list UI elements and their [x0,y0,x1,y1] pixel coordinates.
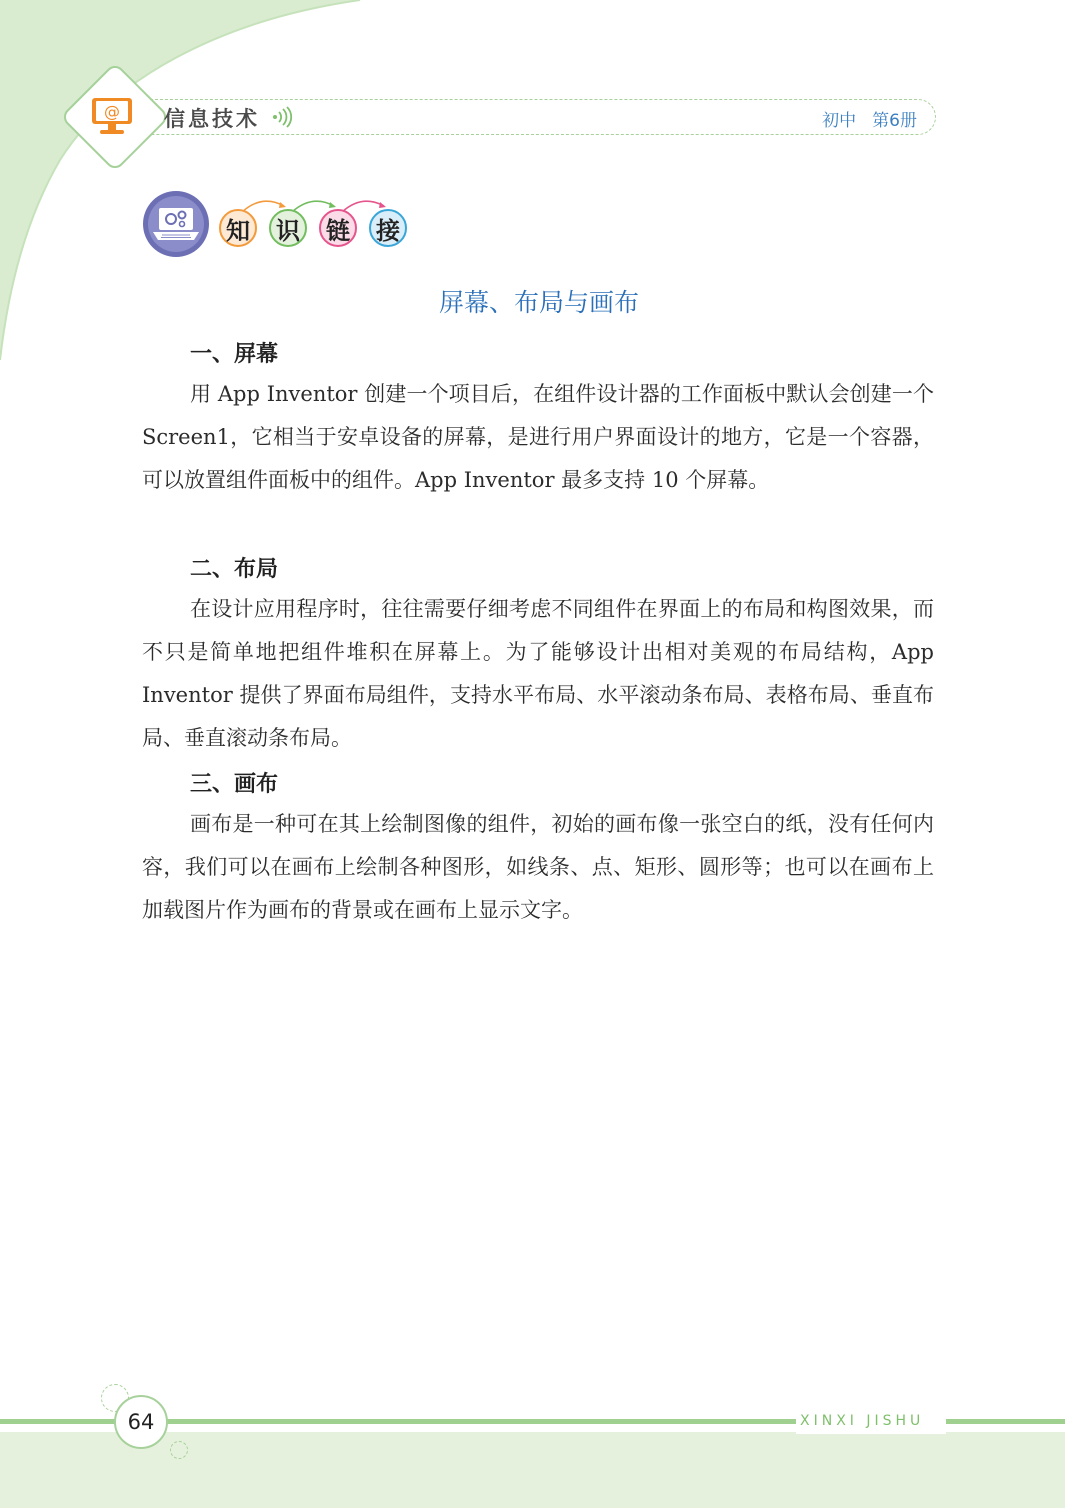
section-title: 屏幕、布局与画布 [438,288,639,317]
page-number: 64 [114,1395,168,1449]
header-volume: 第6册 [872,111,917,131]
laptop-gears-icon [142,190,210,258]
paragraph-screen: 用 App Inventor 创建一个项目后，在组件设计器的工作面板中默认会创建一个 Screen1，它相当于安卓设备的屏幕，是进行用户界面设计的地方，它是一个容器，可以放置组件面板中的组件。App Inventor 最多支持 10 个屏幕。 [142,382,934,492]
footer-band [0,1432,1065,1508]
svg-text:@: @ [104,102,120,121]
badge-char-zhi: 知 [219,209,257,247]
computer-email-icon [88,92,136,140]
badge-char-shi: 识 [269,209,307,247]
signal-waves-icon [272,106,294,128]
heading-canvas: 三、画布 [190,772,279,797]
heading-screen: 一、屏幕 [190,342,279,367]
paragraph-canvas: 画布是一种可在其上绘制图像的组件，初始的画布像一张空白的纸，没有任何内容，我们可以在画布上绘制各种图形，如线条、点、矩形、圆形等；也可以在画布上加载图片作为画布的背景或在画布上显示文字。 [142,812,934,922]
badge-char-lian: 链 [319,209,357,247]
header-grade: 初中 [822,111,857,131]
footer-dot-decor-small [170,1441,188,1459]
badge-char-jie: 接 [369,209,407,247]
header-title: 信息技术 [164,107,260,131]
footer-label: XINXI JISHU [800,1413,925,1429]
paragraph-layout: 在设计应用程序时，往往需要仔细考虑不同组件在界面上的布局和构图效果，而不只是简单地把组件堆积在屏幕上。为了能够设计出相对美观的布局结构，App Inventor 提供了界面布局组件，支持水平布局、水平滚动条布局、表格布局、垂直布局、垂直滚动条布局。 [142,597,934,750]
heading-layout: 二、布局 [190,557,279,582]
header-grade-volume [822,106,917,131]
